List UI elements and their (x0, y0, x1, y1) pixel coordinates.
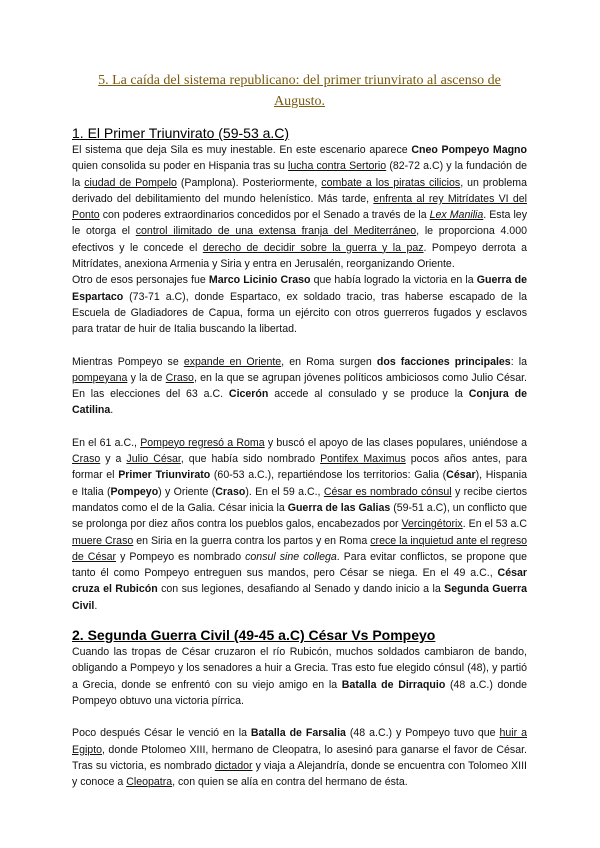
document-page (72, 70, 527, 790)
section-1-paragraph-3: Mientras Pompeyo se expande en Oriente, en Roma surgen dos facciones principales: la pompeyana y la de Craso, en la que se agrupan jóvenes políticos ambiciosos como Julio César. En las elecciones del 63 a.C. Cicerón accede al consulado y se produce la Conjura de Catilina. (72, 355, 528, 417)
section-1-heading: 1. El Primer Triunvirato (59-53 a.C) (72, 125, 290, 141)
section-2-heading: 2. Segunda Guerra Civil (49-45 a.C) César Vs Pompeyo (72, 627, 436, 644)
document-title: 5. La caída del sistema republicano: del primer triunvirato al ascenso de Augusto. (98, 73, 501, 109)
section-2-paragraph-2: Poco después César le venció en la Batalla de Farsalia (48 a.C.) y Pompeyo tuvo que huir a Egipto, donde Ptolomeo XIII, hermano de Cleopatra, lo asesinó para ganarse el favor de César. Tras su victoria, es nombrado dictador y viaja a Alejandría, donde se encuentra con Tolomeo XIII y conoce a Cleopatra, con quien se alía en contra del hermano de ésta. (72, 727, 528, 789)
section-1-paragraph-1: El sistema que deja Sila es muy inestable. En este escenario aparece Cneo Pompeyo Magno quien consolida su poder en Hispania tras su lucha contra Sertorio (82-72 a.C) y la fundación de la ciudad de Pompelo (Pamplona). Posteriormente, combate a los piratas cilicios, un problema derivado del debilitamiento del mundo helenístico. Más tarde, enfrenta al rey Mitrídates VI del Ponto con poderes extraordinarios concedidos por el Senado a través de la Lex Manilia. Esta ley le otorga el control ilimitado de una extensa franja del Mediterráneo, le proporciona 4.000 efectivos y le concede el derecho de decidir sobre la guerra y la paz. Pompeyo derrota a Mitrídates, anexiona Armenia y Siria y entra en Jerusalén, reorganizando Oriente. (72, 144, 528, 271)
section-1-paragraph-4: En el 61 a.C., Pompeyo regresó a Roma y buscó el apoyo de las clases populares, uniéndose a Craso y a Julio César, que había sido nombrado Pontifex Maximus pocos años antes, para formar el Primer Triunvirato (60-53 a.C.), repartiéndose los territorios: Galia (César), Hispania e Italia (Pompeyo) y Oriente (Craso). En el 59 a.C., César es nombrado cónsul y recibe ciertos mandatos como el de la Galia. César inicia la Guerra de las Galias (59-51 a.C), un conflicto que se prolonga por diez años contra los pueblos galos, encabezados por Vercingétorix. En el 53 a.C muere Craso en Siria en la guerra contra los partos y en Roma crece la inquietud ante el regreso de César y Pompeyo es nombrado consul sine collega. Para evitar conflictos, se propone que tanto él como Pompeyo entreguen sus mandos, pero César se niega. En el 49 a.C., César cruza el Rubicón con sus legiones, desafiando al Senado y dando inicio a la Segunda Guerra Civil. (72, 436, 528, 612)
section-1-paragraph-2: Otro de esos personajes fue Marco Licinio Craso que había logrado la victoria en la Guerra de Espartaco (73-71 a.C), donde Espartaco, ex soldado tracio, tras haberse escapado de la Escuela de Gladiadores de Capua, forma un ejército con otros guerreros fugados y esclavos para tratar de huir de Italia buscando la libertad. (72, 274, 527, 336)
section-2-paragraph-1: Cuando las tropas de César cruzaron el río Rubicón, muchos soldados cambiaron de bando, obligando a Pompeyo y los senadores a huir a Grecia. Tras esto fue elegido cónsul (48), y partió a Grecia, donde se enfrentó con su viejo amigo en la Batalla de Dirraquio (48 a.C.) donde Pompeyo obtuvo una victoria pírrica. (72, 646, 528, 707)
